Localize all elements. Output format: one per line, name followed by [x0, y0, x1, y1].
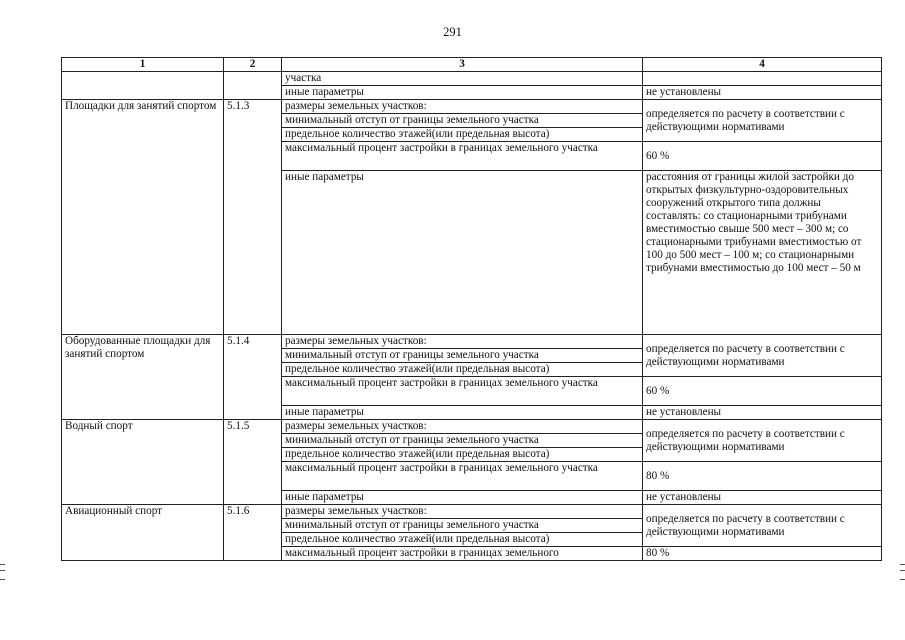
value-cell: [643, 72, 882, 86]
parameter-cell: максимальный процент застройки в границах земельного участка: [282, 462, 643, 491]
use-code-cell: 5.1.5: [224, 420, 282, 505]
value-cell: 80 %: [643, 547, 882, 561]
use-code-cell: 5.1.6: [224, 505, 282, 561]
use-name-cell: Авиационный спорт: [62, 505, 224, 561]
parameter-cell: предельное количество этажей(или предельная высота): [282, 128, 643, 142]
parameter-cell: размеры земельных участков:: [282, 420, 643, 434]
parameter-cell: минимальный отступ от границы земельного участка: [282, 114, 643, 128]
parameter-cell: иные параметры: [282, 86, 643, 100]
use-code-cell: 5.1.4: [224, 335, 282, 420]
value-cell: 60 %: [643, 377, 882, 406]
parameter-cell: предельное количество этажей(или предельная высота): [282, 533, 643, 547]
value-cell: определяется по расчету в соответствии с действующими нормативами: [643, 505, 882, 547]
scan-edge-mark-right: [900, 564, 905, 580]
value-cell: не установлены: [643, 86, 882, 100]
value-cell: 60 %: [643, 142, 882, 171]
parameter-cell: размеры земельных участков:: [282, 100, 643, 114]
value-cell: 80 %: [643, 462, 882, 491]
parameter-cell: минимальный отступ от границы земельного участка: [282, 349, 643, 363]
parameter-cell: иные параметры: [282, 171, 643, 335]
page-number: 291: [443, 25, 462, 39]
parameter-cell: максимальный процент застройки в границах земельного: [282, 547, 643, 561]
parameter-cell: минимальный отступ от границы земельного участка: [282, 434, 643, 448]
table-row: [62, 335, 882, 349]
use-name-cell: [62, 72, 224, 100]
table-row: [62, 72, 882, 86]
parameter-cell: минимальный отступ от границы земельного участка: [282, 519, 643, 533]
column-header: 4: [643, 58, 882, 72]
use-name-cell: Площадки для занятий спортом: [62, 100, 224, 335]
table-row: [62, 505, 882, 519]
value-cell: расстояния от границы жилой застройки до открытых физкультурно-оздоровительных сооружений открытого типа должны составлять: со стационарными трибунами вместимостью свыше 500 мест – 300 м; со стационарными трибунами вместимостью от 100 до 500 мест – 100 м; со стационарными трибунами вместимостью до 100 мест – 50 м: [643, 171, 882, 335]
parameter-cell: иные параметры: [282, 491, 643, 505]
value-cell: определяется по расчету в соответствии с действующими нормативами: [643, 100, 882, 142]
column-header: 2: [224, 58, 282, 72]
use-code-cell: [224, 72, 282, 100]
land-use-parameters-table: [61, 57, 882, 561]
parameter-cell: иные параметры: [282, 406, 643, 420]
column-header: 1: [62, 58, 224, 72]
parameter-cell: участка: [282, 72, 643, 86]
use-code-cell: 5.1.3: [224, 100, 282, 335]
column-header: 3: [282, 58, 643, 72]
value-cell: определяется по расчету в соответствии с действующими нормативами: [643, 420, 882, 462]
value-cell: определяется по расчету в соответствии с действующими нормативами: [643, 335, 882, 377]
header-row: [62, 58, 882, 72]
parameter-cell: максимальный процент застройки в границах земельного участка: [282, 142, 643, 171]
parameter-cell: размеры земельных участков:: [282, 335, 643, 349]
parameter-cell: предельное количество этажей(или предельная высота): [282, 448, 643, 462]
value-cell: не установлены: [643, 491, 882, 505]
table-row: [62, 100, 882, 114]
parameter-cell: размеры земельных участков:: [282, 505, 643, 519]
value-cell: не установлены: [643, 406, 882, 420]
parameter-cell: максимальный процент застройки в границах земельного участка: [282, 377, 643, 406]
table-row: [62, 420, 882, 434]
parameter-cell: предельное количество этажей(или предельная высота): [282, 363, 643, 377]
scan-edge-mark-left: [0, 564, 5, 580]
use-name-cell: Водный спорт: [62, 420, 224, 505]
use-name-cell: Оборудованные площадки для занятий спортом: [62, 335, 224, 420]
